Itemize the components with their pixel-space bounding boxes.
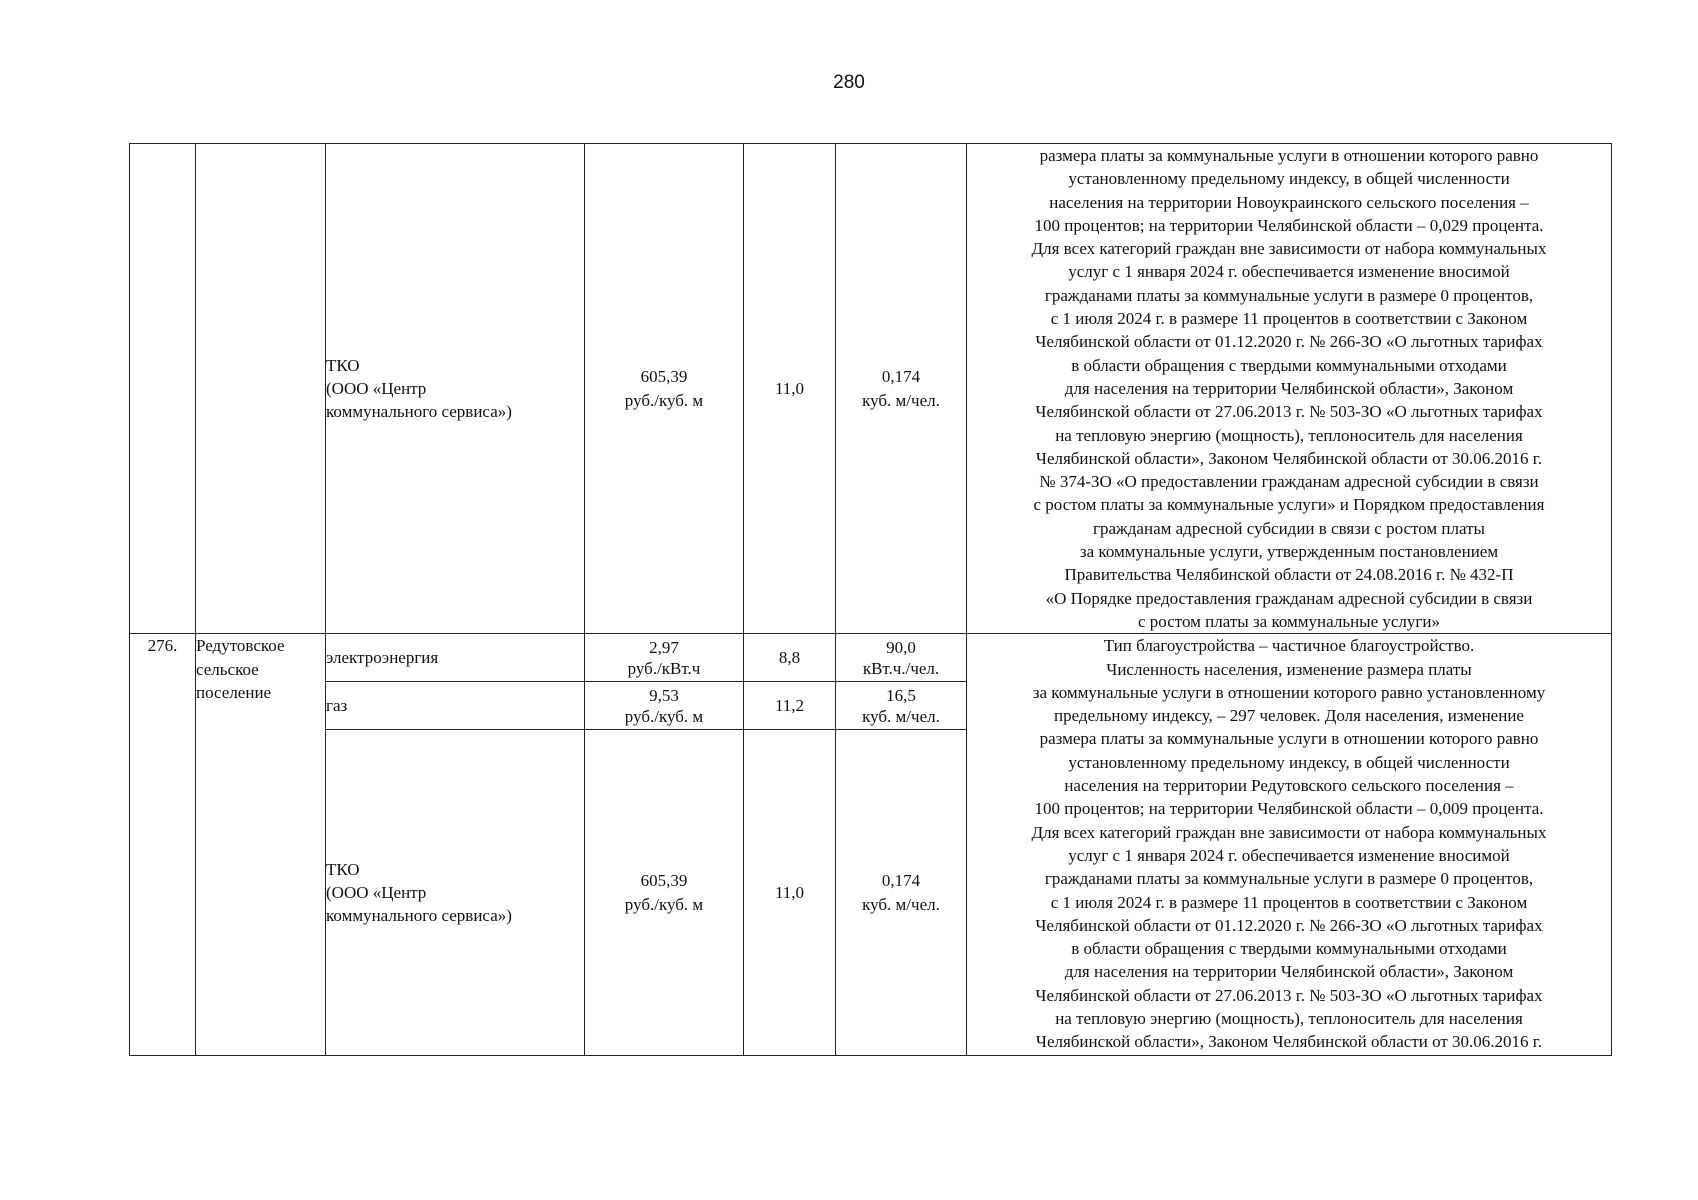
norm-cell: 90,0 кВт.ч./чел.	[836, 634, 967, 682]
index-cell: 8,8	[744, 634, 836, 682]
table-row	[130, 144, 1612, 634]
service-cell: ТКО (ООО «Центр коммунального сервиса»)	[326, 730, 585, 1056]
note-cell: размера платы за коммунальные услуги в отношении которого равно установленному предельному индексу, в общей численности населения на территории Новоукраинского сельского поселения – 100 процентов; на территории Челябинской области – 0,029 процента. Для всех категорий граждан вне зависимости от набора коммунальных услуг с 1 января 2024 г. обеспечивается изменение вносимой гражданами платы за коммунальные услуги в размере 0 процентов, с 1 июля 2024 г. в размере 11 процентов в соответствии с Законом Челябинской области от 01.12.2020 г. № 266-ЗО «О льготных тарифах в области обращения с твердыми коммунальными отходами для населения на территории Челябинской области», Законом Челябинской области от 27.06.2013 г. № 503-ЗО «О льготных тарифах на тепловую энергию (мощность), теплоноситель для населения Челябинской области», Законом Челябинской области от 30.06.2016 г. № 374-ЗО «О предоставлении гражданам адресной субсидии в связи с ростом платы за коммунальные услуги» и Порядком предоставления гражданам адресной субсидии в связи с ростом платы за коммунальные услуги, утвержденным постановлением Правительства Челябинской области от 24.08.2016 г. № 432-П «О Порядке предоставления гражданам адресной субсидии в связи с ростом платы за коммунальные услуги»	[967, 144, 1612, 634]
norm-cell: 16,5 куб. м/чел.	[836, 682, 967, 730]
index-cell: 11,0	[744, 730, 836, 1056]
tariff-cell: 605,39 руб./куб. м	[585, 730, 744, 1056]
tariff-cell: 9,53 руб./куб. м	[585, 682, 744, 730]
settlement-cell: Редутовское сельское поселение	[196, 634, 326, 1056]
index-cell: 11,2	[744, 682, 836, 730]
service-cell: газ	[326, 682, 585, 730]
service-cell: ТКО (ООО «Центр коммунального сервиса»)	[326, 144, 585, 634]
norm-cell: 0,174 куб. м/чел.	[836, 730, 967, 1056]
row-number-cell: 276.	[130, 634, 196, 1056]
tariff-cell: 605,39 руб./куб. м	[585, 144, 744, 634]
index-cell: 11,0	[744, 144, 836, 634]
table-row	[130, 634, 1612, 682]
settlement-cell	[196, 144, 326, 634]
page-number: 280	[833, 72, 865, 93]
note-cell: Тип благоустройства – частичное благоустройство. Численность населения, изменение размера платы за коммунальные услуги в отношении которого равно установленному предельному индексу, – 297 человек. Доля населения, изменение размера платы за коммунальные услуги в отношении которого равно установленному предельному индексу, в общей численности населения на территории Редутовского сельского поселения – 100 процентов; на территории Челябинской области – 0,009 процента. Для всех категорий граждан вне зависимости от набора коммунальных услуг с 1 января 2024 г. обеспечивается изменение вносимой гражданами платы за коммунальные услуги в размере 0 процентов, с 1 июля 2024 г. в размере 11 процентов в соответствии с Законом Челябинской области от 01.12.2020 г. № 266-ЗО «О льготных тарифах в области обращения с твердыми коммунальными отходами для населения на территории Челябинской области», Законом Челябинской области от 27.06.2013 г. № 503-ЗО «О льготных тарифах на тепловую энергию (мощность), теплоноситель для населения Челябинской области», Законом Челябинской области от 30.06.2016 г.	[967, 634, 1612, 1056]
row-number-cell	[130, 144, 196, 634]
tariff-cell: 2,97 руб./кВт.ч	[585, 634, 744, 682]
service-cell: электроэнергия	[326, 634, 585, 682]
tariff-table	[129, 143, 1612, 1056]
norm-cell: 0,174 куб. м/чел.	[836, 144, 967, 634]
